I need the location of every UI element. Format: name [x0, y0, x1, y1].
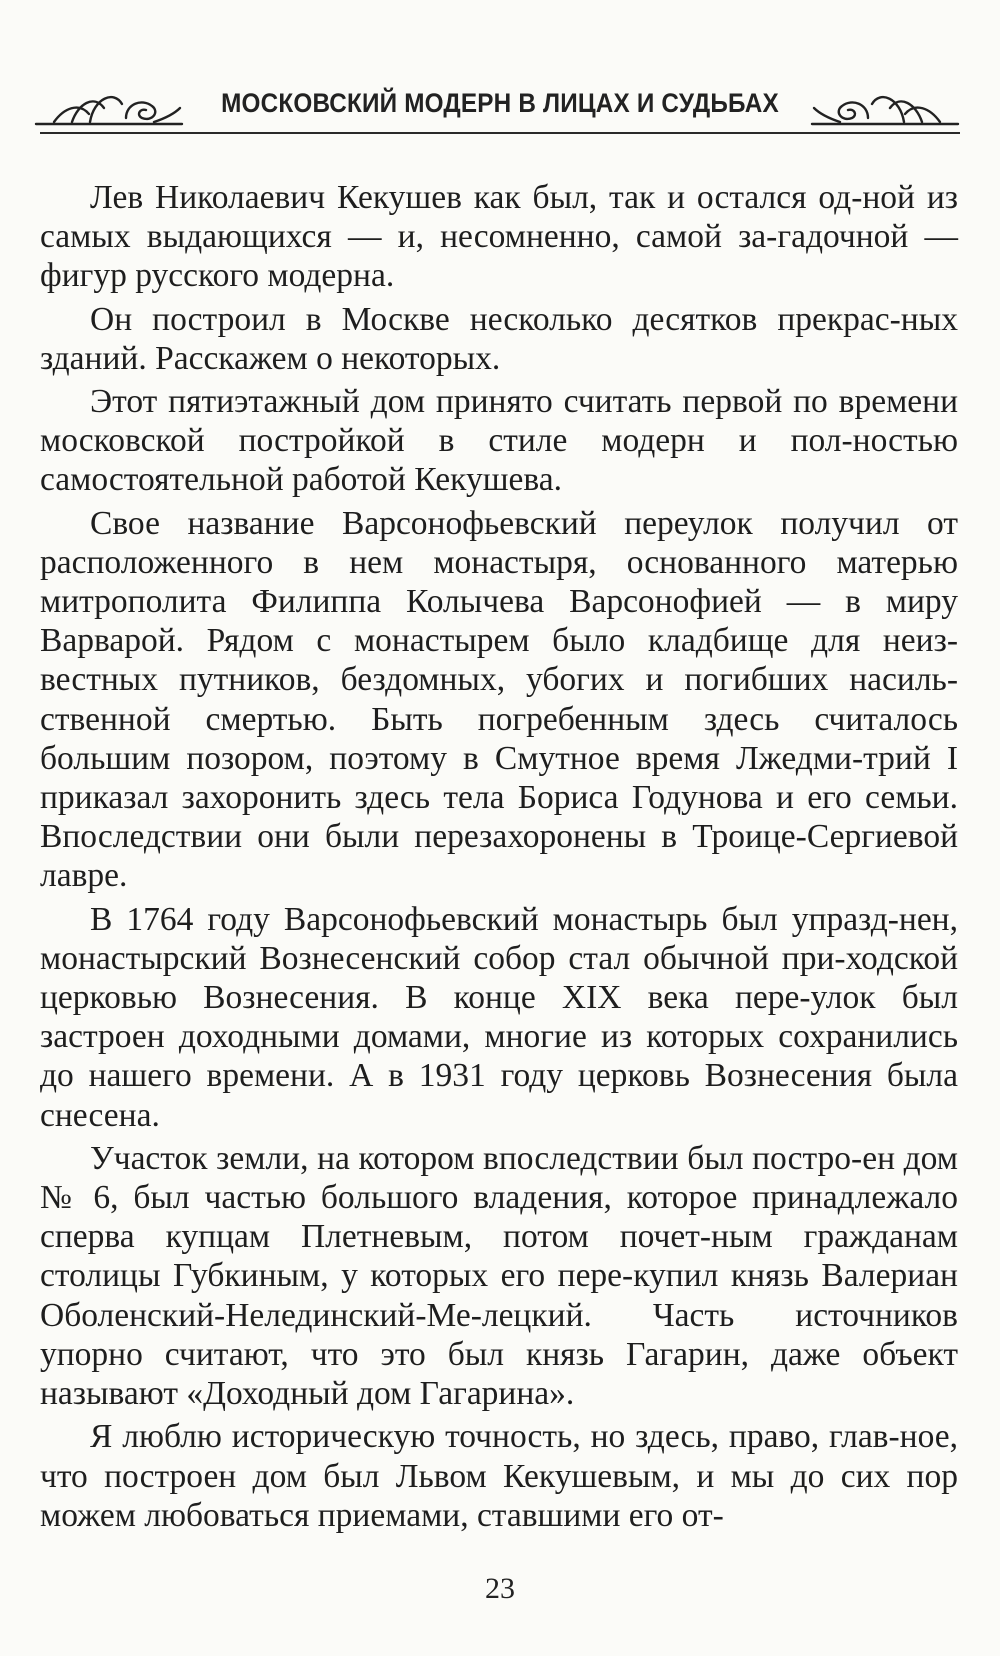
paragraph: В 1764 году Варсонофьевский монастырь был упразд-нен, монастырский Вознесенский собор стал обычной при-ходской церковью Вознесения. В конце XIX века пере-улок был застроен доходными домами, многие из которых сохранились до нашего времени. А в 1931 году церковь Вознесения была снесена.	[40, 900, 958, 1134]
body-text	[40, 178, 958, 1539]
flourish-ornament-right-icon	[810, 84, 960, 132]
running-header	[0, 78, 1000, 138]
paragraph: Я люблю историческую точность, но здесь, право, глав-ное, что построен дом был Львом Кекушевым, и мы до сих пор можем любоваться приемами, ставшими его от-	[40, 1418, 958, 1534]
paragraph: Этот пятиэтажный дом принято считать первой по времени московской постройкой в стиле модерн и пол-ностью самостоятельной работой Кекушева.	[40, 383, 958, 499]
paragraph: Лев Николаевич Кекушев как был, так и остался од-ной из самых выдающихся — и, несомненно, самой за-гадочной — фигур русского модерна.	[40, 179, 958, 295]
flourish-ornament-left-icon	[34, 84, 184, 132]
paragraph: Свое название Варсонофьевский переулок получил от расположенного в нем монастыря, основанного матерью митрополита Филиппа Колычева Варсонофией — в миру Варварой. Рядом с монастырем было кладбище для неиз-вестных путников, бездомных, убогих и погибших насиль-ственной смертью. Быть погребенным здесь считалось большим позором, поэтому в Смутное время Лжедми-трий I приказал захоронить здесь тела Бориса Годунова и его семьи. Впоследствии они были перезахоронены в Троице-Сергиевой лавре.	[40, 504, 958, 895]
header-rule	[40, 132, 960, 134]
paragraph: Он построил в Москве несколько десятков прекрас-ных зданий. Расскажем о некоторых.	[40, 300, 958, 377]
running-title: МОСКОВСКИЙ МОДЕРН В ЛИЦАХ И СУДЬБАХ	[221, 88, 779, 118]
page-number: 23	[485, 1572, 515, 1605]
paragraph: Участок земли, на котором впоследствии был постро-ен дом № 6, был частью большого владения, которое принадлежало сперва купцам Плетневым, потом почет-ным гражданам столицы Губкиным, у которых его пере-купил князь Валериан Оболенский-Нелединский-Ме-лецкий. Часть источников упорно считают, что это был князь Гагарин, даже объект называют «Доходный дом Гагарина».	[40, 1139, 958, 1413]
